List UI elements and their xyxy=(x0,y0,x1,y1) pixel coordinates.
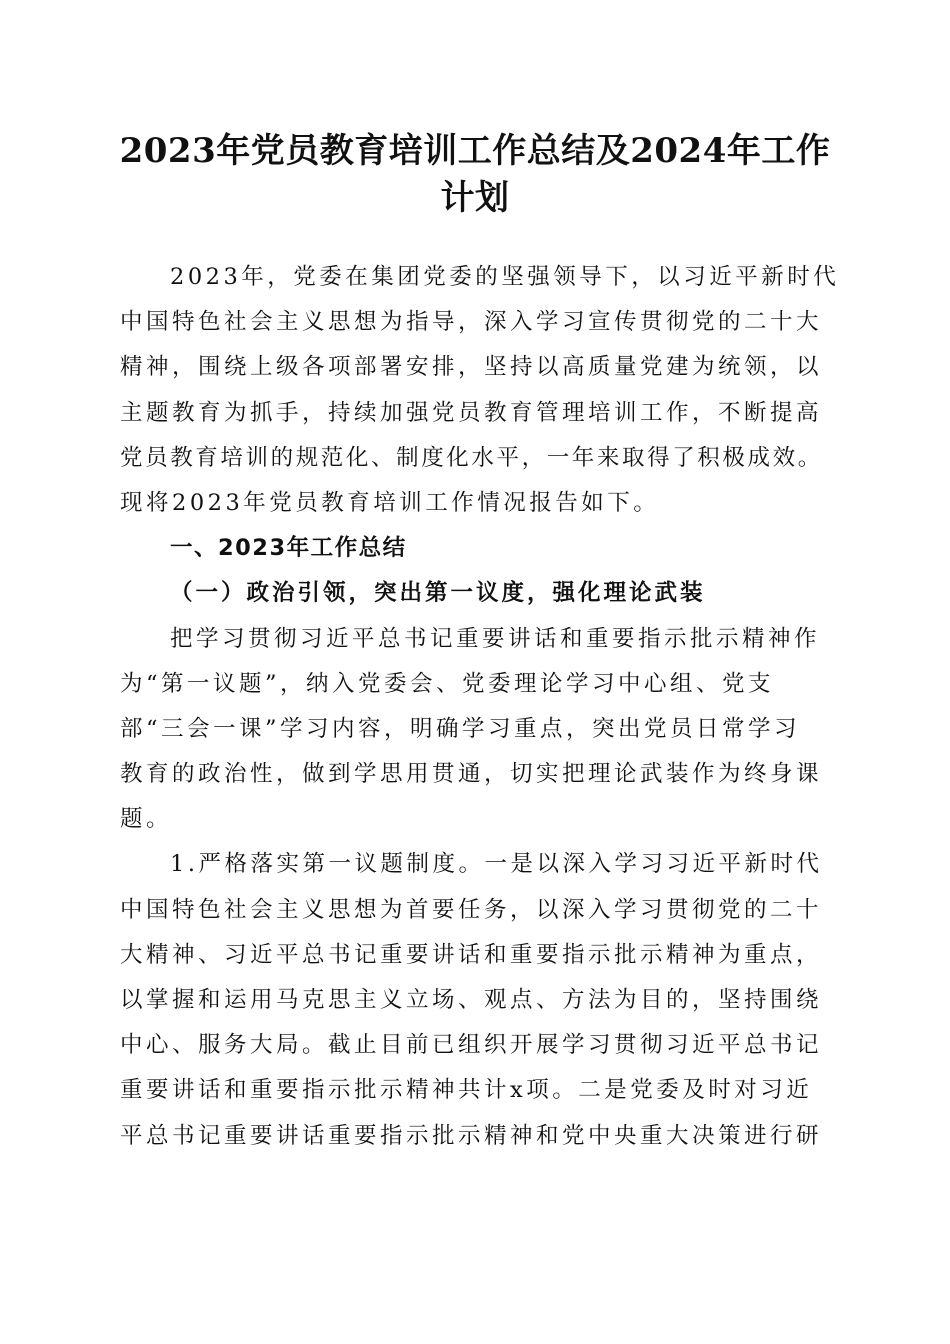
text-line: 重要讲话和重要指示批示精神共计x项。二是党委及时对习近 xyxy=(120,1077,813,1104)
title-line: 计划 xyxy=(440,178,510,218)
subsection-heading: （一）政治引领，突出第一议度，强化理论武装 xyxy=(170,580,706,607)
text-line: 中国特色社会主义思想为首要任务，以深入学习贯彻党的二十 xyxy=(120,896,823,923)
text-line: 为“第一议题”，纳入党委会、党委理论学习中心组、党支 xyxy=(120,670,775,697)
section-heading: 一、2023年工作总结 xyxy=(170,535,407,562)
text-line: 现将2023年党员教育培训工作情况报告如下。 xyxy=(120,489,660,516)
text-line: 1.严格落实第一议题制度。一是以深入学习习近平新时代 xyxy=(170,851,823,878)
document-title xyxy=(100,128,850,222)
title-line: 2023年党员教育培训工作总结及2024年工作 xyxy=(119,131,831,171)
text-line: 中心、服务大局。截止目前已组织开展学习贯彻习近平总书记 xyxy=(120,1032,823,1059)
text-line: 教育的政治性，做到学思用贯通，切实把理论武装作为终身课 xyxy=(120,761,823,788)
text-line: 题。 xyxy=(120,806,173,833)
text-line: 精神，围绕上级各项部署安排，坚持以高质量党建为统领，以 xyxy=(120,354,823,381)
text-line: 2023年，党委在集团党委的坚强领导下，以习近平新时代 xyxy=(170,264,840,290)
text-line: 党员教育培训的规范化、制度化水平，一年来取得了积极成效。 xyxy=(120,444,823,471)
text-line: 以掌握和运用马克思主义立场、观点、方法为目的，坚持围绕 xyxy=(120,987,823,1013)
text-line: 把学习贯彻习近平总书记重要讲话和重要指示批示精神作 xyxy=(170,625,821,652)
text-line: 大精神、习近平总书记重要讲话和重要指示批示精神为重点， xyxy=(120,941,823,968)
text-line: 主题教育为抓手，持续加强党员教育管理培训工作，不断提高 xyxy=(120,399,823,426)
document-body xyxy=(120,255,840,1159)
body-paragraph xyxy=(120,617,835,843)
text-line: 中国特色社会主义思想为指导，深入学习宣传贯彻党的二十大 xyxy=(120,309,823,336)
intro-paragraph xyxy=(120,255,840,526)
text-line: 平总书记重要讲话重要指示批示精神和党中央重大决策进行研 xyxy=(120,1122,823,1149)
body-paragraph xyxy=(120,842,835,1158)
text-line: 部“三会一课”学习内容，明确学习重点，突出党员日常学习 xyxy=(120,715,801,742)
